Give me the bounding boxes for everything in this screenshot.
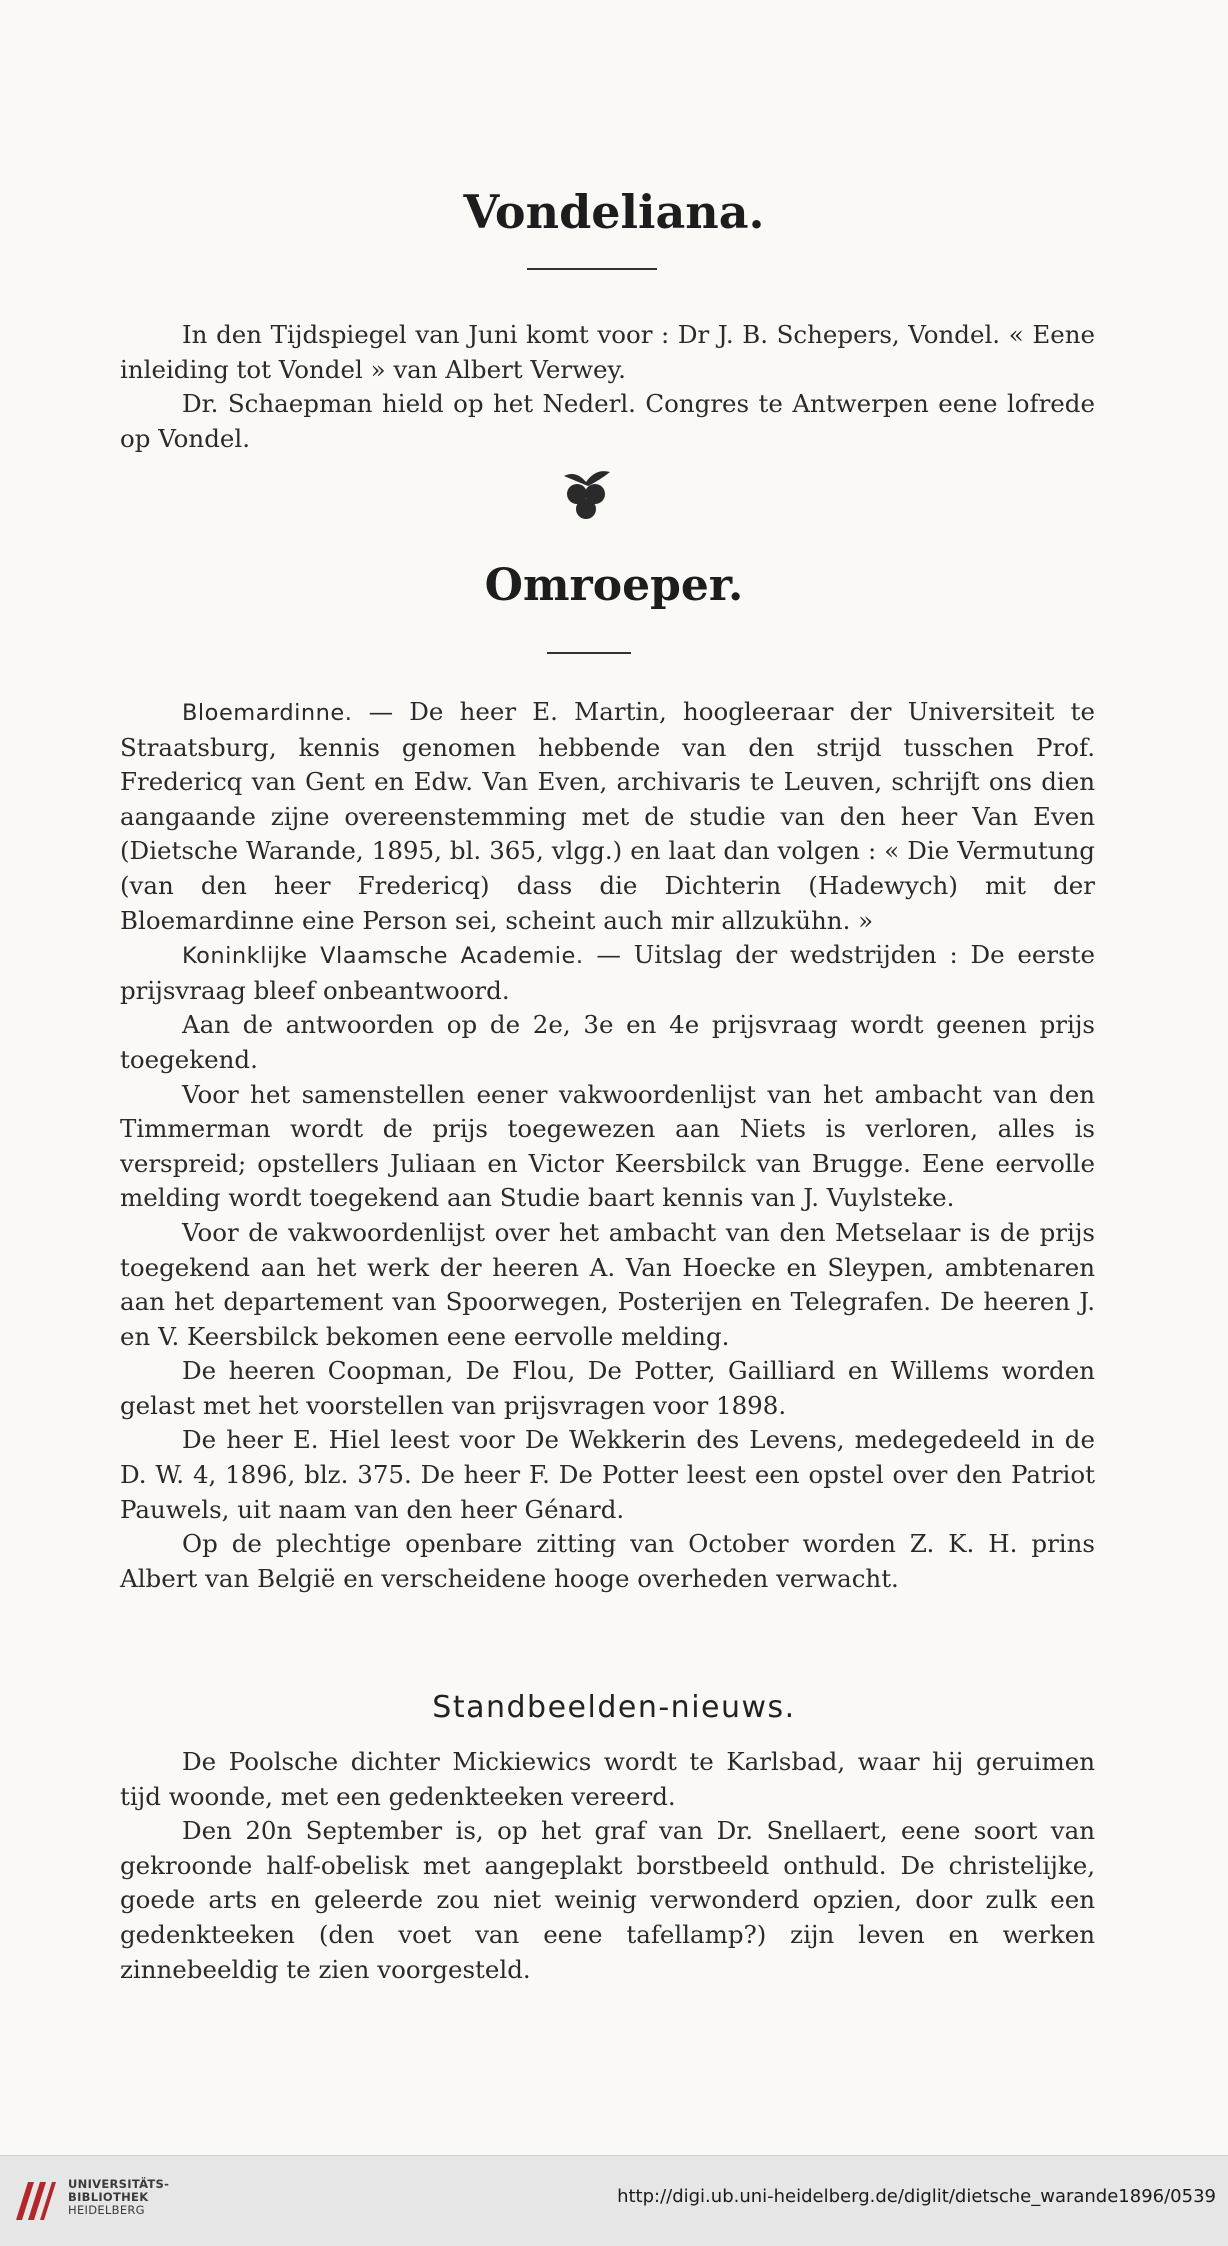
paragraph-text: — De heer E. Martin, hoogleeraar der Universiteit te Straatsburg, kennis genomen hebbende van den strijd tusschen Prof. Fredericq van Gent en Edw. Van Even, archivaris te Leuven, schrijft ons dien aangaande zijne overeenstemming met de studie van den heer Van Even (Dietsche Warande, 1895, bl. 365, vlgg.) en laat dan volgen : « Die Vermutung (van den heer Fredericq) dass die Dichterin (Hadewych) mit der Bloemardinne eine Person sei, scheint auch mir allzukühn. »: [120, 697, 1095, 935]
section-title-omroeper: Omroeper.: [484, 560, 744, 611]
paragraph: Den 20n September is, op het graf van Dr. Snellaert, eene soort van gekroonde half-obelisk met aangeplakt borstbeeld onthuld. De christelijke, goede arts en geleerde zou niet weinig verwonderd opzien, door zulk een gedenkteeken (den voet van eene tafellamp?) zijn leven en werken zinnebeeldig te zien voorgesteld.: [120, 1816, 1095, 1984]
section-title-vondeliana: Vondeliana.: [463, 185, 765, 239]
logo-line: HEIDELBERG: [68, 2203, 145, 2217]
paragraph: Voor de vakwoordenlijst over het ambacht van den Metselaar is de prijs toegekend aan het werk der heeren A. Van Hoecke en Sleypen, ambtenaren aan het departement van Spoorwegen, Posterijen en Telegrafen. De heeren J. en V. Keersbilck bekomen eene eervolle melding.: [120, 1217, 1095, 1351]
logo-line: UNIVERSITÄTS-: [68, 2177, 170, 2191]
paragraph-lead: Bloemardinne.: [182, 700, 353, 726]
paragraph-lead: Koninklijke Vlaamsche Academie.: [182, 943, 584, 970]
title-divider: [547, 652, 631, 654]
section-title-standbeelden: Standbeelden-nieuws.: [432, 1690, 796, 1725]
paragraph: [120, 938, 1095, 1008]
vondeliana-body: [120, 318, 1095, 456]
paragraph: De Poolsche dichter Mickiewics wordt te Karlsbad, waar hij geruimen tijd woonde, met een gedenkteeken vereerd.: [120, 1747, 1095, 1811]
logo-line: BIBLIOTHEK: [68, 2190, 149, 2204]
paragraph-text: — Uitslag der wedstrijden : De eerste prijsvraag bleef onbeantwoord.: [120, 940, 1096, 1005]
paragraph: Op de plechtige openbare zitting van October worden Z. K. H. prins Albert van België en verscheidene hooge overheden verwacht.: [120, 1529, 1095, 1593]
title-divider: [527, 268, 657, 270]
library-logo-icon: [12, 2176, 58, 2226]
standbeelden-body: [120, 1745, 1095, 1987]
paragraph: De heeren Coopman, De Flou, De Potter, Gailliard en Willems worden gelast met het voorstellen van prijsvragen voor 1898.: [120, 1356, 1095, 1420]
omroeper-body: [120, 695, 1095, 1596]
paragraph: Dr. Schaepman hield op het Nederl. Congres te Antwerpen eene lofrede op Vondel.: [120, 389, 1095, 453]
paragraph: [120, 695, 1095, 938]
paragraph: De heer E. Hiel leest voor De Wekkerin des Levens, medegedeeld in de D. W. 4, 1896, blz. 375. De heer F. De Potter leest een opstel over den Patriot Pauwels, uit naam van den heer Génard.: [120, 1425, 1095, 1524]
permalink-url[interactable]: http://digi.ub.uni-heidelberg.de/diglit/dietsche_warande1896/0539: [617, 2186, 1216, 2207]
paragraph: Voor het samenstellen eener vakwoordenlijst van het ambacht van den Timmerman wordt de prijs toegewezen aan Niets is verloren, alles is verspreid; opstellers Juliaan en Victor Keersbilck van Brugge. Eene eervolle melding wordt toegekend aan Studie baart kennis van J. Vuylsteke.: [120, 1079, 1095, 1213]
library-logo-text: [68, 2178, 169, 2217]
paragraph: In den Tijdspiegel van Juni komt voor : Dr J. B. Schepers, Vondel. « Eene inleiding tot Vondel » van Albert Verwey.: [120, 320, 1095, 384]
viewer-footer: [0, 2155, 1228, 2246]
ornament-icon: [558, 468, 614, 522]
paragraph: Aan de antwoorden op de 2e, 3e en 4e prijsvraag wordt geenen prijs toegekend.: [120, 1010, 1095, 1074]
